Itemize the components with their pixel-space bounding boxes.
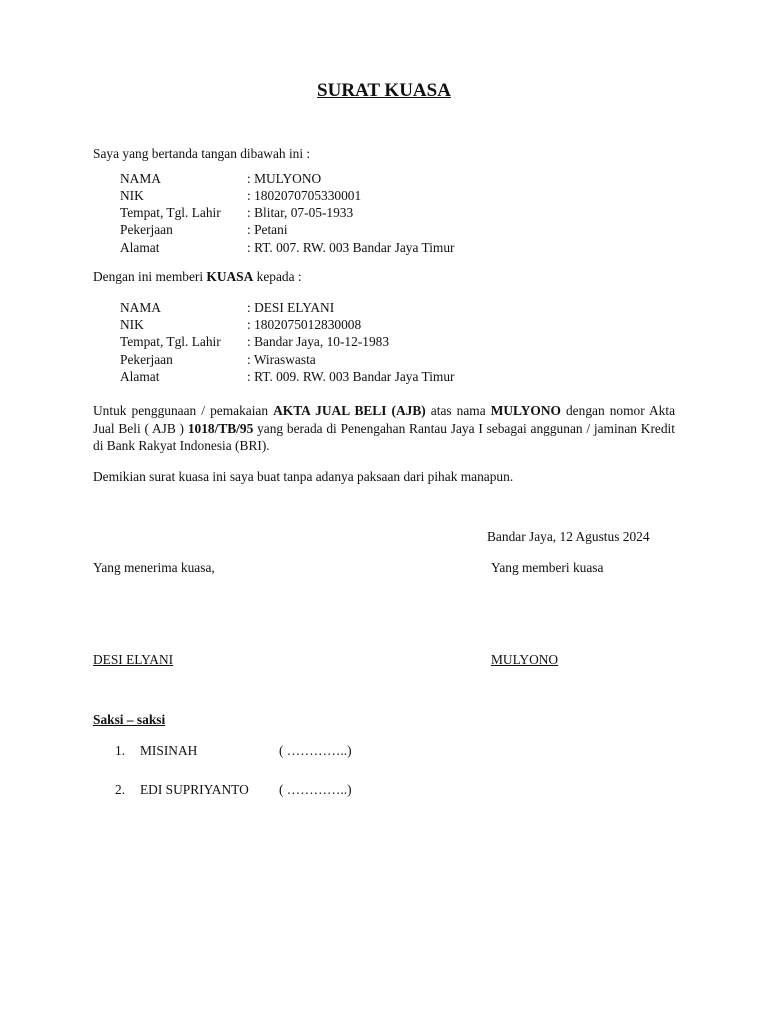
label-pekerjaan: Pekerjaan <box>120 352 173 367</box>
witness-number: 2. <box>115 782 126 797</box>
grantor-pekerjaan: : Petani <box>247 222 288 237</box>
witness-number: 1. <box>115 743 126 758</box>
grantee-nik: : 1802075012830008 <box>247 317 362 332</box>
document-title: SURAT KUASA <box>317 80 451 101</box>
label-ttl: Tempat, Tgl. Lahir <box>120 205 221 220</box>
label-nik: NIK <box>120 317 144 332</box>
grant-statement: Dengan ini memberi KUASA kepada : <box>93 269 302 284</box>
grantor-nama: : MULYONO <box>247 171 322 186</box>
receiver-label: Yang menerima kuasa, <box>93 560 215 575</box>
witness-name: EDI SUPRIYANTO <box>140 782 249 797</box>
giver-label: Yang memberi kuasa <box>491 560 604 575</box>
label-nama: NAMA <box>120 300 161 315</box>
grantee-ttl: : Bandar Jaya, 10-12-1983 <box>247 334 390 349</box>
closing-statement: Demikian surat kuasa ini saya buat tanpa adanya paksaan dari pihak manapun. <box>93 469 514 484</box>
grantee-alamat: : RT. 009. RW. 003 Bandar Jaya Timur <box>247 369 455 384</box>
grantor-alamat: : RT. 007. RW. 003 Bandar Jaya Timur <box>247 240 455 255</box>
grantee-pekerjaan: : Wiraswasta <box>247 352 316 367</box>
giver-signature-name: MULYONO <box>491 652 559 667</box>
purpose-paragraph: Untuk penggunaan / pemakaian AKTA JUAL BELI (AJB) atas nama MULYONO dengan nomor Akta Jual Beli ( AJB ) 1018/TB/95 yang berada di Penengahan Rantau Jaya I sebagai anggunan / jaminan Kredit di Bank Rakyat Indonesia (BRI). <box>93 403 676 453</box>
witness-signature-blank: ( …………..) <box>279 782 352 797</box>
grantor-nik: : 1802070705330001 <box>247 188 362 203</box>
label-nik: NIK <box>120 188 144 203</box>
label-alamat: Alamat <box>120 369 160 384</box>
witness-name: MISINAH <box>140 743 198 758</box>
grantee-nama: : DESI ELYANI <box>247 300 335 315</box>
label-nama: NAMA <box>120 171 161 186</box>
intro-text: Saya yang bertanda tangan dibawah ini : <box>93 146 311 161</box>
label-ttl: Tempat, Tgl. Lahir <box>120 334 221 349</box>
grantor-ttl: : Blitar, 07-05-1933 <box>247 205 354 220</box>
receiver-signature-name: DESI ELYANI <box>93 652 174 667</box>
witness-heading: Saksi – saksi <box>93 712 166 727</box>
label-pekerjaan: Pekerjaan <box>120 222 173 237</box>
place-date: Bandar Jaya, 12 Agustus 2024 <box>487 529 650 544</box>
witness-signature-blank: ( …………..) <box>279 743 352 758</box>
label-alamat: Alamat <box>120 240 160 255</box>
